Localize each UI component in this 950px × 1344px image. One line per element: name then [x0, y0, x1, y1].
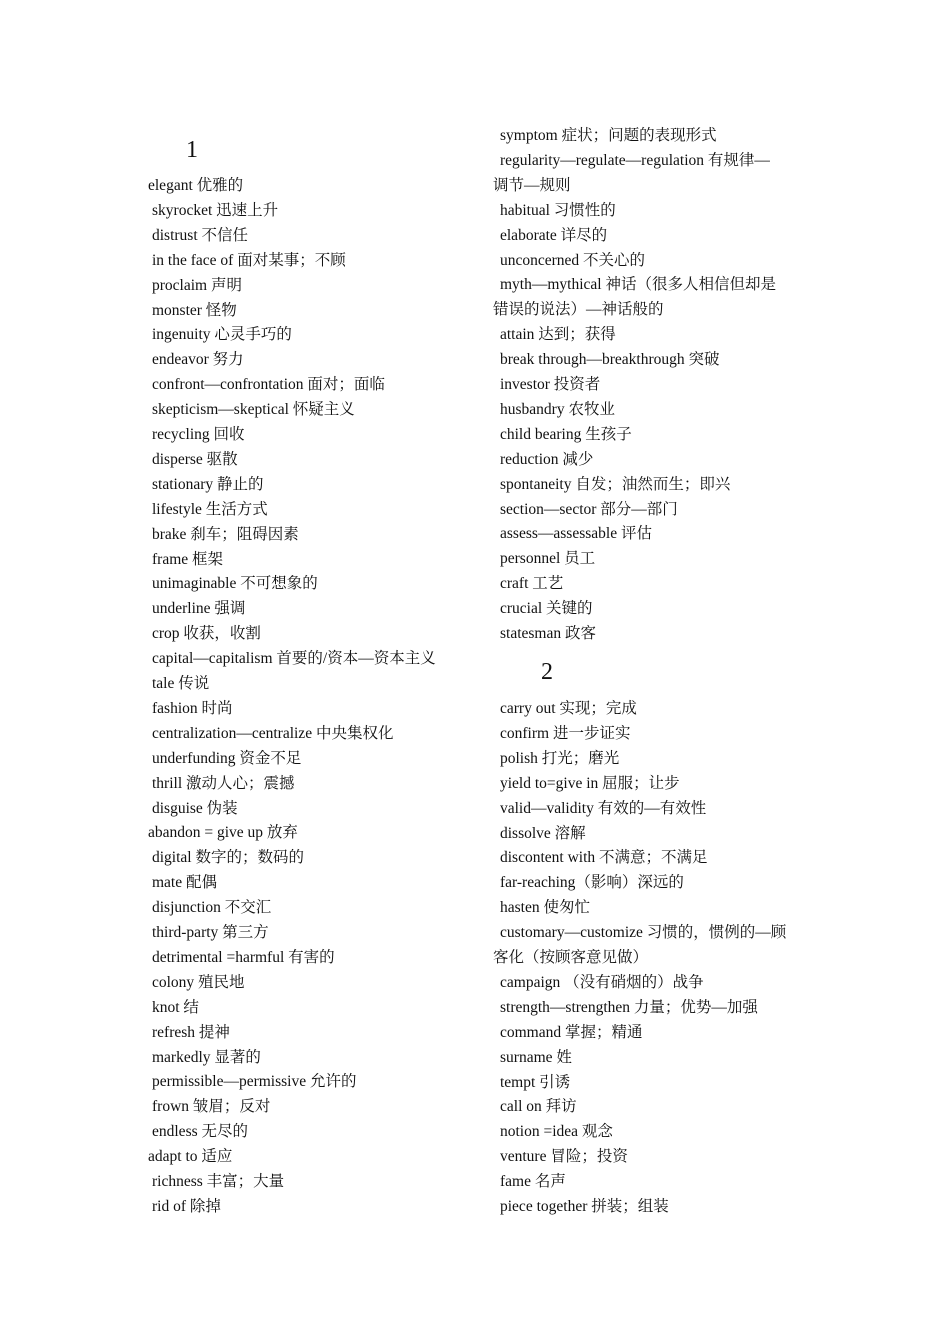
vocab-entry: thrill 激动人心；震撼 [152, 774, 295, 792]
vocab-entry: symptom 症状；问题的表现形式 [500, 127, 717, 144]
vocab-entry: detrimental =harmful 有害的 [152, 948, 335, 966]
vocab-entry: husbandry 农牧业 [500, 400, 615, 418]
vocab-entry: break through—breakthrough 突破 [500, 351, 720, 369]
vocab-entry: myth—mythical 神话（很多人相信但却是 [500, 276, 776, 294]
vocab-entry: adapt to 适应 [148, 1148, 233, 1166]
vocab-entry: richness 丰富；大量 [152, 1173, 285, 1190]
section-1-heading: 1 [186, 137, 198, 163]
vocab-entry: fashion 时尚 [152, 699, 233, 717]
vocab-entry: confront—confrontation 面对；面临 [152, 376, 385, 394]
vocab-entry: attain 达到；获得 [500, 326, 616, 344]
vocab-entry: unconcerned 不关心的 [500, 251, 646, 269]
vocab-entry: colony 殖民地 [152, 973, 245, 991]
vocab-entry: strength—strengthen 力量；优势—加强 [500, 998, 758, 1016]
vocab-entry: 客化（按顾客意见做） [493, 949, 649, 966]
vocab-entry: abandon = give up 放弃 [148, 824, 298, 842]
vocab-entry: in the face of 面对某事；不顾 [152, 251, 346, 269]
vocab-entry: venture 冒险；投资 [500, 1148, 628, 1166]
vocab-entry: disperse 驱散 [152, 450, 238, 468]
vocab-entry: assess—assessable 评估 [500, 525, 652, 543]
vocab-entry: underfunding 资金不足 [152, 749, 302, 767]
vocab-entry: recycling 回收 [152, 426, 245, 443]
vocab-entry: elaborate 详尽的 [500, 226, 608, 244]
vocab-entry: refresh 提神 [152, 1023, 230, 1041]
vocab-entry: discontent with 不满意；不满足 [500, 849, 708, 867]
vocab-entry: markedly 显著的 [152, 1048, 261, 1066]
vocab-entry: far-reaching（影响）深远的 [500, 874, 684, 892]
vocab-entry: endeavor 努力 [152, 351, 244, 369]
vocab-entry: valid—validity 有效的—有效性 [500, 799, 707, 817]
vocab-entry: command 掌握；精通 [500, 1023, 643, 1041]
section-2-heading: 2 [541, 659, 553, 685]
vocab-entry: child bearing 生孩子 [500, 425, 632, 443]
vocab-entry: confirm 进一步证实 [500, 724, 631, 742]
vocab-entry: stationary 静止的 [152, 475, 264, 493]
vocab-entry: distrust 不信任 [152, 226, 249, 244]
vocab-entry: rid of 除掉 [152, 1197, 221, 1215]
vocab-entry: underline 强调 [152, 600, 246, 618]
vocab-entry: proclaim 声明 [152, 276, 242, 294]
vocab-entry: reduction 减少 [500, 450, 594, 468]
vocab-entry: centralization—centralize 中央集权化 [152, 724, 394, 742]
vocab-entry: personnel 员工 [500, 550, 596, 568]
vocab-entry: skepticism—skeptical 怀疑主义 [152, 401, 355, 419]
vocab-entry: crop 收获，收割 [152, 625, 261, 643]
vocab-entry: digital 数字的；数码的 [152, 849, 304, 867]
vocab-entry: third-party 第三方 [152, 924, 269, 941]
vocab-entry: polish 打光；磨光 [500, 749, 620, 767]
vocab-entry: statesman 政客 [500, 625, 596, 642]
vocab-entry: crucial 关键的 [500, 600, 593, 618]
vocab-entry: piece together 拼装；组装 [500, 1198, 669, 1215]
vocab-entry: lifestyle 生活方式 [152, 500, 268, 518]
vocab-entry: unimaginable 不可想象的 [152, 575, 318, 593]
vocab-entry: hasten 使匆忙 [500, 899, 590, 917]
vocab-entry: craft 工艺 [500, 575, 564, 593]
vocab-entry: 错误的说法）—神话般的 [493, 301, 664, 319]
vocab-entry: ingenuity 心灵手巧的 [152, 326, 292, 344]
vocab-entry: skyrocket 迅速上升 [152, 201, 279, 219]
vocab-entry: carry out 实现；完成 [500, 700, 637, 717]
vocab-entry: frame 框架 [152, 550, 224, 568]
vocab-entry: knot 结 [152, 998, 199, 1016]
vocab-entry: section—sector 部分—部门 [500, 500, 678, 518]
vocab-entry: dissolve 溶解 [500, 824, 586, 842]
vocab-entry: investor 投资者 [500, 376, 601, 393]
vocab-entry: tale 传说 [152, 675, 210, 692]
vocab-entry: surname 姓 [500, 1048, 572, 1066]
vocab-entry: customary—customize 习惯的，惯例的—顾 [500, 924, 787, 942]
vocab-entry: frown 皱眉；反对 [152, 1098, 271, 1116]
vocab-entry: endless 无尽的 [152, 1123, 249, 1141]
vocab-entry: capital—capitalism 首要的/资本—资本主义 [152, 650, 436, 668]
vocab-entry: monster 怪物 [152, 301, 237, 319]
vocab-entry: habitual 习惯性的 [500, 201, 616, 219]
vocab-entry: disjunction 不交汇 [152, 899, 272, 917]
vocab-entry: permissible—permissive 允许的 [152, 1073, 357, 1091]
vocab-entry: brake 刹车；阻碍因素 [152, 525, 299, 543]
vocab-entry: campaign （没有硝烟的）战争 [500, 973, 704, 991]
vocab-entry: disguise 伪装 [152, 799, 238, 817]
vocab-entry: mate 配偶 [152, 874, 217, 892]
vocab-entry: elegant 优雅的 [148, 177, 244, 194]
vocab-entry: 调节—规则 [493, 176, 571, 194]
vocab-entry: spontaneity 自发；油然而生；即兴 [500, 475, 731, 493]
vocab-entry: yield to=give in 屈服；让步 [500, 774, 680, 792]
vocab-entry: tempt 引诱 [500, 1073, 571, 1091]
vocab-entry: fame 名声 [500, 1173, 566, 1191]
vocab-entry: regularity—regulate—regulation 有规律— [500, 151, 770, 169]
vocab-entry: call on 拜访 [500, 1098, 577, 1116]
vocab-entry: notion =idea 观念 [500, 1123, 613, 1141]
